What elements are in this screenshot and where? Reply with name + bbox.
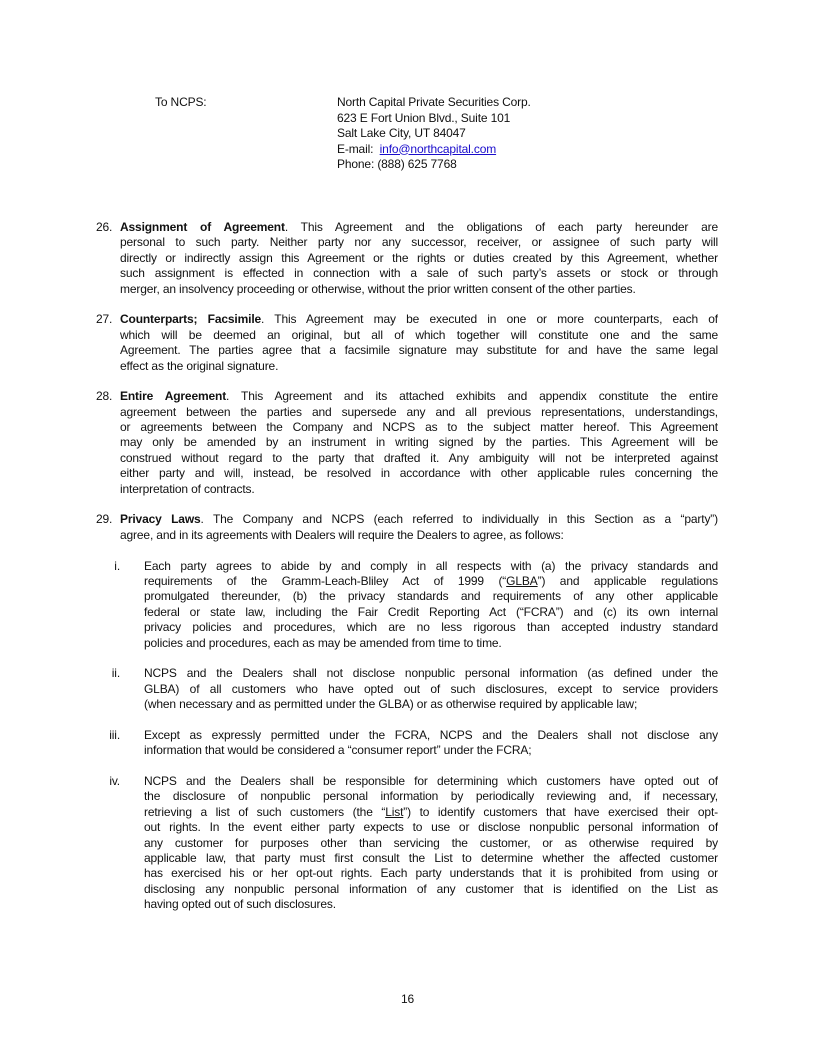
section-heading: Entire Agreement xyxy=(120,389,227,404)
text-line xyxy=(144,589,718,604)
text-line xyxy=(144,866,718,881)
section-29 xyxy=(96,512,718,543)
subitem-number: ii. xyxy=(111,666,120,681)
line-text: has exercised his or her opt-out rights. Each party understands that it is prohibited from using or xyxy=(144,866,718,881)
line-text: information that would be considered a “consumer report” under the FCRA; xyxy=(144,743,532,758)
text-line xyxy=(120,220,718,235)
line-text: privacy policies and procedures, which are no less rigorous than accepted industry standard xyxy=(144,620,718,635)
line-text: agree, and in its agreements with Dealers will require the Dealers to agree, as follows: xyxy=(120,527,564,542)
text-line xyxy=(120,251,718,266)
text-line xyxy=(144,620,718,635)
line-text: agreement between the parties and supersede any and all previous representations, understandings, xyxy=(120,404,718,419)
line-text: (when necessary and as permitted under the GLBA) or as otherwise required by applicable law; xyxy=(144,697,638,712)
recipient-label: To NCPS: xyxy=(155,95,207,109)
line-text: any customer for purposes other than servicing the customer, or as otherwise required by xyxy=(144,835,718,850)
line-text: having opted out of such disclosures. xyxy=(144,897,336,912)
section-heading: Counterparts; Facsimile xyxy=(120,312,262,327)
section-heading: Assignment of Agreement xyxy=(120,220,285,234)
line-text: NCPS and the Dealers shall be responsible for determining which customers have opted out of xyxy=(144,774,718,789)
line-text: effect as the original signature. xyxy=(120,358,279,373)
page-number: 16 xyxy=(400,992,415,1006)
text-segment: ”) to identify customers that have exercised their opt- xyxy=(403,804,718,819)
privacy-subitem xyxy=(96,666,718,712)
text-line xyxy=(120,282,718,297)
text-line xyxy=(120,466,718,481)
text-line xyxy=(144,789,718,804)
line-text: promulgated thereunder, (b) the privacy standards and requirements of any other applicable xyxy=(144,589,718,604)
line-text: . The Company and NCPS (each referred to individually in this Section as a “party”) xyxy=(200,512,718,527)
line-text: . This Agreement may be executed in one or more counterparts, each of xyxy=(261,312,718,327)
line-text: may only be amended by an instrument in writing signed by the parties. This Agreement will be xyxy=(120,435,718,450)
company-name: North Capital Private Securities Corp. xyxy=(337,95,531,109)
section-number: 29. xyxy=(96,512,113,527)
text-line xyxy=(120,405,718,420)
text-line xyxy=(144,743,718,758)
document-body xyxy=(96,220,718,928)
line-text: . This Agreement and its attached exhibits and appendix constitute the entire xyxy=(226,389,718,404)
defined-term: List xyxy=(385,804,404,819)
text-line xyxy=(120,266,718,281)
line-text: policies and procedures, each as may be amended from time to time. xyxy=(144,635,502,650)
text-line xyxy=(120,420,718,435)
line-text: which will be deemed an original, but all of which together will constitute one and the same xyxy=(120,327,718,342)
section-heading: Privacy Laws xyxy=(120,512,201,527)
text-line xyxy=(120,235,718,250)
text-line xyxy=(144,728,718,743)
privacy-subitem xyxy=(96,728,718,759)
subitem-number: i. xyxy=(114,558,120,573)
text-line xyxy=(120,328,718,343)
line-text: . This Agreement and the obligations of each party hereunder are xyxy=(284,220,718,234)
privacy-subitem xyxy=(96,774,718,913)
text-line xyxy=(144,574,718,589)
text-line xyxy=(120,359,718,374)
text-line xyxy=(120,482,718,497)
text-line xyxy=(120,528,718,543)
line-text: directly or indirectly assign this Agreement or the rights or duties created by this Agreement, whether xyxy=(120,250,718,265)
section-26 xyxy=(96,220,718,297)
text-line xyxy=(120,451,718,466)
text-line xyxy=(144,836,718,851)
text-line xyxy=(144,882,718,897)
text-segment: retrieving a list of such customers (the “ xyxy=(144,804,386,819)
text-line xyxy=(144,897,718,912)
text-segment: ”) and applicable regulations xyxy=(537,573,718,588)
street-address: 623 E Fort Union Blvd., Suite 101 xyxy=(337,110,511,125)
subitem-number: iii. xyxy=(109,727,120,742)
text-line xyxy=(120,512,718,527)
subitem-number: iv. xyxy=(109,774,120,789)
text-line xyxy=(144,774,718,789)
line-text: Agreement. The parties agree that a facsimile signature may substitute for and have the same legal xyxy=(120,343,718,358)
section-number: 27. xyxy=(96,312,113,327)
text-line xyxy=(120,389,718,404)
section-27 xyxy=(96,312,718,374)
text-line xyxy=(144,636,718,651)
line-text: interpretation of contracts. xyxy=(120,481,255,496)
line-text: federal or state law, including the Fair Credit Reporting Act (“FCRA”) and (c) its own internal xyxy=(144,604,718,619)
email-link[interactable]: info@northcapital.com xyxy=(379,141,497,156)
defined-term: GLBA xyxy=(506,573,538,588)
line-text: personal to such party. Neither party nor any successor, receiver, or assignee of such party will xyxy=(120,235,718,250)
privacy-subitem xyxy=(96,559,718,651)
line-text: Except as expressly permitted under the FCRA, NCPS and the Dealers shall not disclose any xyxy=(144,727,718,742)
line-text: GLBA) of all customers who have opted out of such disclosures, except to service providers xyxy=(144,681,718,696)
section-number: 28. xyxy=(96,389,113,404)
email-label: E-mail: xyxy=(337,141,380,156)
address-lines xyxy=(337,95,531,173)
line-text: or agreements between the Company and NCPS as to the subject matter hereof. This Agreement xyxy=(120,420,718,435)
text-segment: requirements of the Gramm-Leach-Bliley Act of 1999 (“ xyxy=(144,573,507,588)
line-text: disclosing any nonpublic personal information of any customer that is identified on the List as xyxy=(144,881,718,896)
line-text: the disclosure of nonpublic personal information by periodically reviewing and, if necessary, xyxy=(144,789,718,804)
line-text: Each party agrees to abide by and comply in all respects with (a) the privacy standards and xyxy=(144,558,718,573)
text-line xyxy=(120,312,718,327)
line-text: out rights. In the event either party expects to use or disclose nonpublic personal information of xyxy=(144,820,718,835)
text-line xyxy=(144,805,718,820)
line-text: merger, an insolvency proceeding or otherwise, without the prior written consent of the other parties. xyxy=(120,281,636,296)
text-line xyxy=(144,820,718,835)
text-line xyxy=(144,851,718,866)
section-28 xyxy=(96,389,718,497)
text-line xyxy=(144,605,718,620)
text-line xyxy=(120,343,718,358)
line-text: either party and will, instead, be resolved in accordance with other applicable rules concerning the xyxy=(120,466,718,481)
line-text: applicable law, that party must first consult the List to determine whether the affected customer xyxy=(144,851,718,866)
text-line xyxy=(144,697,718,712)
text-line xyxy=(144,666,718,681)
text-line xyxy=(144,559,718,574)
text-line xyxy=(144,682,718,697)
city-state-zip: Salt Lake City, UT 84047 xyxy=(337,126,466,140)
section-number: 26. xyxy=(96,220,113,234)
line-text: construed without regard to the party that drafted it. Any ambiguity will not be interpreted against xyxy=(120,450,718,465)
line-text: NCPS and the Dealers shall not disclose nonpublic personal information (as defined under the xyxy=(144,666,718,681)
phone-line: Phone: (888) 625 7768 xyxy=(337,157,457,171)
email-line xyxy=(337,142,531,158)
line-text: such assignment is effected in connection with a sale of such party’s assets or stock or through xyxy=(120,266,718,281)
text-line xyxy=(120,435,718,450)
